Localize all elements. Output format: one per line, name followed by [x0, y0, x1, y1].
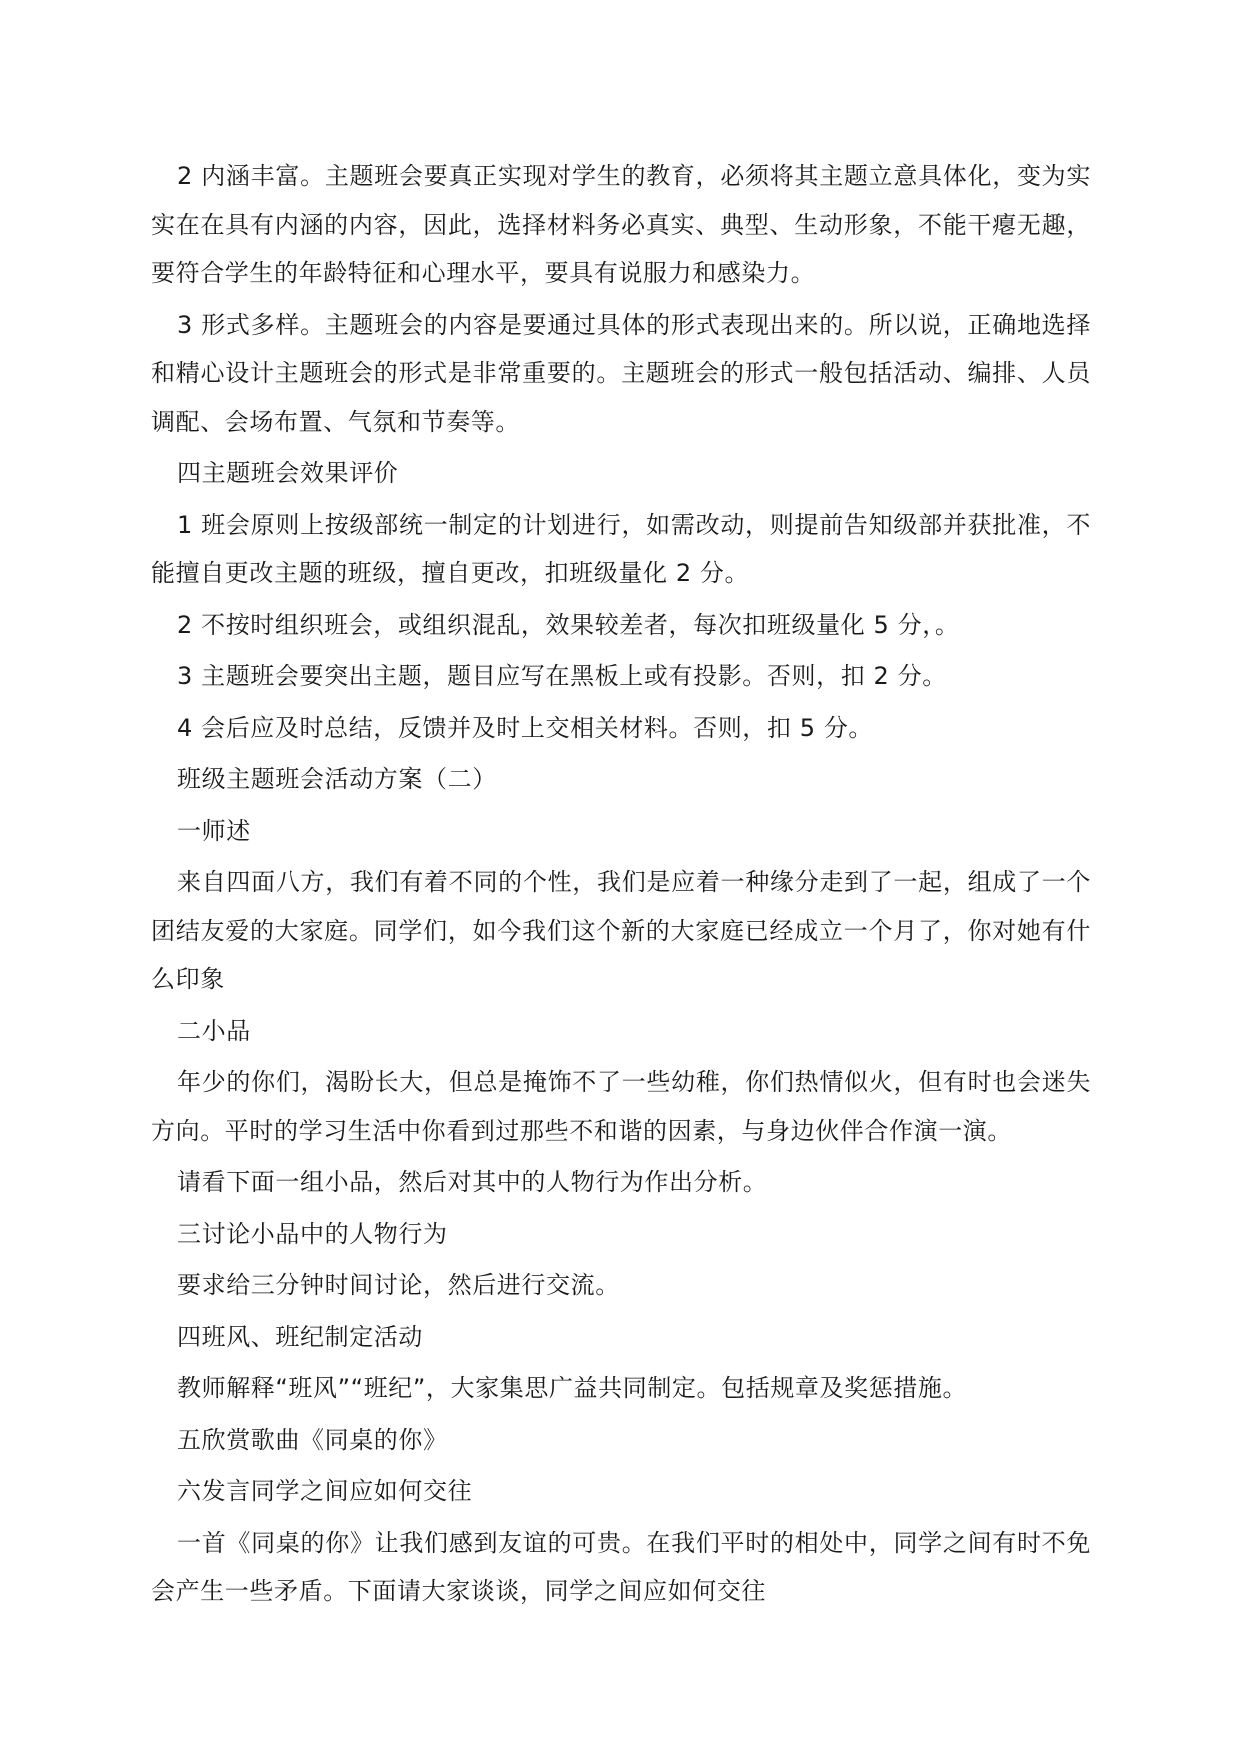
paragraph: 请看下面一组小品，然后对其中的人物行为作出分析。	[177, 1168, 768, 1196]
paragraph: 2 内涵丰富。主题班会要真正实现对学生的教育，必须将其主题立意具体化，变为实实在在具有内涵的内容，因此，选择材料务必真实、典型、生动形象，不能干瘪无趣，要符合学生的年龄特征和心理水平，要具有说服力和感染力。	[151, 162, 1091, 287]
section-heading: 二小品	[177, 1016, 251, 1045]
paragraph: 3 形式多样。主题班会的内容是要通过具体的形式表现出来的。所以说，正确地选择和精心设计主题班会的形式是非常重要的。主题班会的形式一般包括活动、编排、人员调配、会场布置、气氛和节奏等。	[151, 310, 1091, 436]
section-heading: 四主题班会效果评价	[177, 459, 399, 487]
document-title: 班级主题班会活动方案（二）	[177, 765, 497, 793]
paragraph: 2 不按时组织班会，或组织混乱，效果较差者，每次扣班级量化 5 分，。	[177, 610, 960, 639]
paragraph: 3 主题班会要突出主题，题目应写在黑板上或有投影。否则，扣 2 分。	[177, 662, 947, 690]
section-heading: 四班风、班纪制定活动	[177, 1322, 423, 1351]
document-body	[151, 152, 1091, 1619]
paragraph: 教师解释“班风”“班纪”，大家集思广益共同制定。包括规章及奖惩措施。	[177, 1374, 968, 1402]
paragraph: 4 会后应及时总结，反馈并及时上交相关材料。否则，扣 5 分。	[177, 713, 874, 742]
paragraph: 要求给三分钟时间讨论，然后进行交流。	[177, 1271, 620, 1299]
paragraph: 年少的你们，渴盼长大，但总是掩饰不了一些幼稚，你们热情似火，但有时也会迷失方向。平时的学习生活中你看到过那些不和谐的因素，与身边伙伴合作演一演。	[151, 1068, 1091, 1145]
paragraph: 来自四面八方，我们有着不同的个性，我们是应着一种缘分走到了一起，组成了一个团结友爱的大家庭。同学们，如今我们这个新的大家庭已经成立一个月了，你对她有什么印象	[151, 868, 1091, 993]
section-heading: 三讨论小品中的人物行为	[177, 1219, 448, 1248]
section-heading: 五欣赏歌曲《同桌的你》	[177, 1425, 448, 1454]
section-heading: 一师述	[177, 816, 251, 845]
section-heading: 六发言同学之间应如何交往	[177, 1477, 473, 1505]
paragraph: 1 班会原则上按级部统一制定的计划进行，如需改动，则提前告知级部并获批准，不能擅自更改主题的班级，擅自更改，扣班级量化 2 分。	[151, 510, 1091, 587]
paragraph: 一首《同桌的你》让我们感到友谊的可贵。在我们平时的相处中，同学之间有时不免会产生一些矛盾。下面请大家谈谈，同学之间应如何交往	[151, 1528, 1091, 1605]
